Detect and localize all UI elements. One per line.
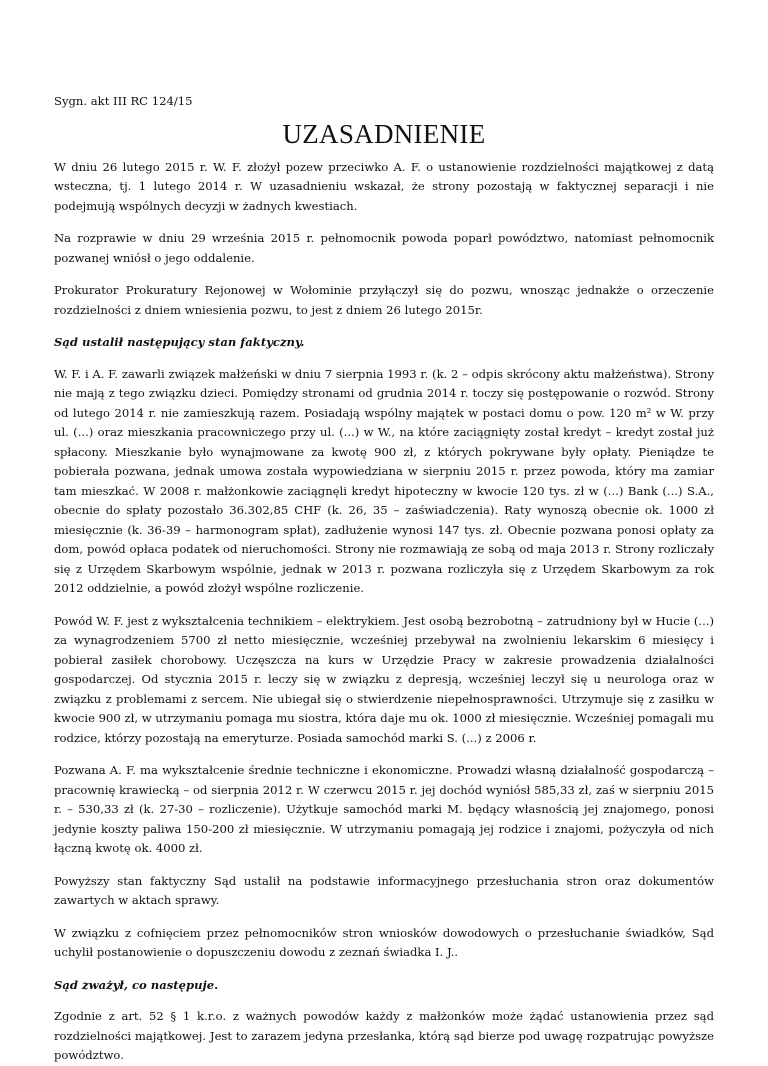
case-signature: Sygn. akt III RC 124/15 — [54, 94, 193, 108]
heading-facts: Sąd ustalił następujący stan faktyczny. — [54, 335, 305, 349]
paragraph-prosecutor: Prokurator Prokuratury Rejonowej w Wołominie przyłączył się do pozwu, wnosząc jednakże o orzeczenie rozdzielności z dniem wniesienia pozwu, to jest z dniem 26 lutego 2015r. — [54, 283, 714, 317]
document-title: UZASADNIENIE — [282, 118, 486, 149]
paragraph-defendant: Pozwana A. F. ma wykształcenie średnie techniczne i ekonomiczne. Prowadzi własną działalność gospodarczą – pracownię krawiecką – od sierpnia 2012 r. W czerwcu 2015 r. jej dochód wyniósł 585,33 zł, zaś w sierpniu 2015 r. – 530,33 zł (k. 27-30 – rozliczenie). Użytkuje samochód marki M. będący własnością jej znajomego, ponosi jedynie koszty paliwa 150-200 zł miesięcznie. W utrzymaniu pomagają jej rodzice i znajomi, pożyczyła od nich łączną kwotę ok. 4000 zł. — [54, 763, 714, 855]
paragraph-legal-basis: Zgodnie z art. 52 § 1 k.r.o. z ważnych powodów każdy z małżonków może żądać ustanowienia przez sąd rozdzielności majątkowej. Jest to zarazem jedyna przesłanka, którą sąd bierze pod uwagę rozpatrując powyższe powództwo. — [54, 1009, 714, 1062]
heading-considerations: Sąd zważył, co następuje. — [54, 977, 219, 992]
paragraph-marriage: W. F. i A. F. zawarli związek małżeński w dniu 7 sierpnia 1993 r. (k. 2 – odpis skrócony aktu małżeństwa). Strony nie mają z tego związku dzieci. Pomiędzy stronami od grudnia 2014 r. toczy się postępowanie o rozwód. Strony od lutego 2014 r. nie zamieszkują razem. Posiadają wspólny majątek w postaci domu o pow. 120 m² w W. przy ul. (...) oraz mieszkania pracowniczego przy ul. (...) w W., na które zaciągnięty został kredyt – kredyt został już spłacony. Mieszkanie było wynajmowane za kwotę 900 zł, z których pokrywane były opłaty. Pieniądze te pobierała pozwana, jednak umowa została wypowiedziana w sierpniu 2015 r. przez powoda, który ma zamiar tam mieszkać. W 2008 r. małżonkowie zaciągnęli kredyt hipoteczny w kwocie 120 tys. zł w (...) Bank (...) S.A., obecnie do spłaty pozostało 36.302,85 CHF (k. 26, 35 – zaświadczenia). Raty wynoszą obecnie ok. 1000 zł miesięcznie (k. 36-39 – harmonogram spłat), zadłużenie wynosi 147 tys. zł. Obecnie pozwana ponosi opłaty za dom, powód opłaca podatek od nieruchomości. Strony nie rozmawiają ze sobą od maja 2013 r. Strony rozliczały się z Urzędem Skarbowym wspólnie, jednak w 2013 r. pozwana rozliczyła się z Urzędem Skarbowym za rok 2012 oddzielnie, a powód złożył wspólne rozliczenie. — [54, 366, 714, 595]
paragraph-hearing: Na rozprawie w dniu 29 września 2015 r. pełnomocnik powoda poparł powództwo, natomiast pełnomocnik pozwanej wniósł o jego oddalenie. — [54, 231, 714, 265]
paragraph-evidence-basis: Powyższy stan faktyczny Sąd ustalił na podstawie informacyjnego przesłuchania stron oraz dokumentów zawartych w aktach sprawy. — [54, 873, 714, 907]
paragraph-witness: W związku z cofnięciem przez pełnomocników stron wniosków dowodowych o przesłuchanie świadków, Sąd uchylił postanowienie o dopuszczeniu dowodu z zeznań świadka I. J.. — [54, 925, 714, 959]
paragraph-lawsuit: W dniu 26 lutego 2015 r. W. F. złożył pozew przeciwko A. F. o ustanowienie rozdzielności majątkowej z datą wsteczna, tj. 1 lutego 2014 r. W uzasadnieniu wskazał, że strony pozostają w faktycznej separacji i nie podejmują wspólnych decyzji w żadnych kwestiach. — [54, 159, 714, 213]
paragraph-plaintiff: Powód W. F. jest z wykształcenia technikiem – elektrykiem. Jest osobą bezrobotną – zatrudniony był w Hucie (...) za wynagrodzeniem 5700 zł netto miesięcznie, wcześniej przebywał na zwolnieniu lekarskim 6 miesięcy i pobierał zasiłek chorobowy. Uczęszcza na kurs w Urzędzie Pracy w zakresie prowadzenia działalności gospodarczej. Od stycznia 2015 r. leczy się w związku z depresją, wcześniej leczył się u neurologa oraz w związku z problemami z sercem. Nie ubiegał się o stwierdzenie niepełnosprawności. Utrzymuje się z zasiłku w kwocie 900 zł, w utrzymaniu pomaga mu siostra, która daje mu ok. 1000 zł miesięcznie. Wcześniej pomagali mu rodzice, którzy pozostają na emeryturze. Posiada samochód marki S. (...) z 2006 r. — [54, 613, 714, 745]
